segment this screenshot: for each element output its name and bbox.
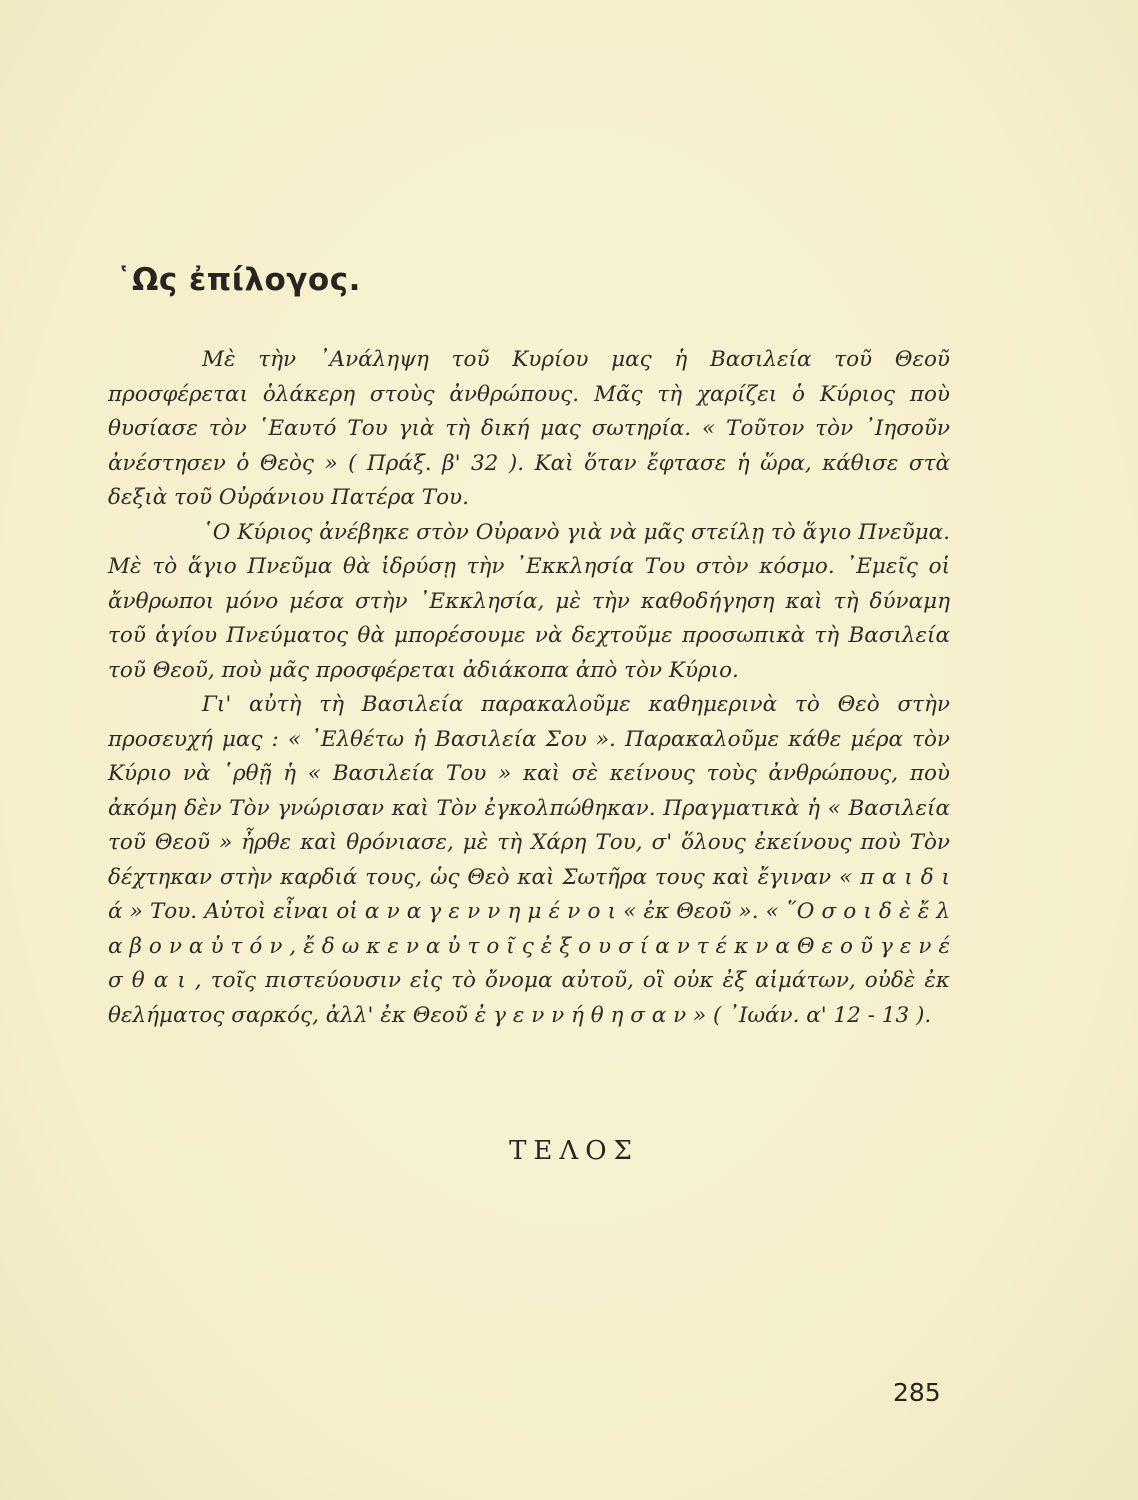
section-heading: ῾Ως ἐπίλογος. bbox=[116, 262, 361, 298]
body-text bbox=[108, 343, 950, 1033]
paragraph-1: Μὲ τὴν ᾿Ανάληψη τοῦ Κυρίου μας ἡ Βασιλεία τοῦ Θεοῦ προσφέρεται ὁλάκερη στοὺς ἀνθρώπους. Μᾶς τὴ χαρίζει ὁ Κύριος ποὺ θυσίασε τὸν ῾Εαυτό Του γιὰ τὴ δική μας σωτηρία. « Τοῦτον τὸν ᾿Ιησοῦν ἀνέστησεν ὁ Θεὸς » ( Πράξ. β' 32 ). Καὶ ὅταν ἔφτασε ἡ ὥρα, κάθισε στὰ δεξιὰ τοῦ Οὐράνιου Πατέρα Του. bbox=[108, 347, 950, 510]
paragraph-2: ῾Ο Κύριος ἀνέβηκε στὸν Οὐρανὸ γιὰ νὰ μᾶς στείλῃ τὸ ἅγιο Πνεῦμα. Μὲ τὸ ἅγιο Πνεῦμα θὰ ἱδρύσῃ τὴν ᾿Εκκλησία Του στὸν κόσμο. ᾿Εμεῖς οἱ ἄνθρωποι μόνο μέσα στὴν ᾿Εκκλησία, μὲ τὴν καθοδήγηση καὶ τὴ δύναμη τοῦ ἁγίου Πνεύματος θὰ μπορέσουμε νὰ δεχτοῦμε προσωπικὰ τὴ Βασιλεία τοῦ Θεοῦ, ποὺ μᾶς προσφέρεται ἀδιάκοπα ἀπὸ τὸν Κύριο. bbox=[108, 519, 950, 683]
page-number: 285 bbox=[893, 1378, 941, 1407]
paragraph-3: Γι' αὐτὴ τὴ Βασιλεία παρακαλοῦμε καθημερινὰ τὸ Θεὸ στὴν προσευχή μας : « ᾿Ελθέτω ἡ Βασιλεία Σου ». Παρακαλοῦμε κάθε μέρα τὸν Κύριο νὰ ῾ρθῇ ἡ « Βασιλεία Του » καὶ σὲ κείνους τοὺς ἀνθρώπους, ποὺ ἀκόμη δὲν Τὸν γνώρισαν καὶ Τὸν ἐγκολπώθηκαν. Πραγματικὰ ἡ « Βασιλεία τοῦ Θεοῦ » ἦρθε καὶ θρόνιασε, μὲ τὴ Χάρη Του, σ' ὅλους ἐκείνους ποὺ Τὸν δέχτηκαν στὴν καρδιά τους, ὡς Θεὸ καὶ Σωτῆρα τους καὶ ἔγιναν « π α ι δ ι ά » Του. Αὐτοὶ εἶναι οἱ α ν α γ ε ν ν η μ έ ν ο ι « ἐκ Θεοῦ ». « ῞Ο σ ο ι δ ὲ ἔ λ α β ο ν α ὐ τ ό ν , ἔ δ ω κ ε ν α ὐ τ ο ῖ ς ἐ ξ ο υ σ ί α ν τ έ κ ν α Θ ε ο ῦ γ ε ν έ σ θ α ι , τοῖς πιστεύουσιν εἰς τὸ ὄνομα αὐτοῦ, οἳ οὐκ ἐξ αἱμάτων, οὐδὲ ἐκ θελήματος σαρκός, ἀλλ' ἐκ Θεοῦ ἐ γ ε ν ν ή θ η σ α ν » ( ᾿Ιωάν. α' 12 - 13 ). bbox=[108, 692, 950, 1028]
closing-word: ΤΕΛΟΣ bbox=[509, 1136, 639, 1166]
